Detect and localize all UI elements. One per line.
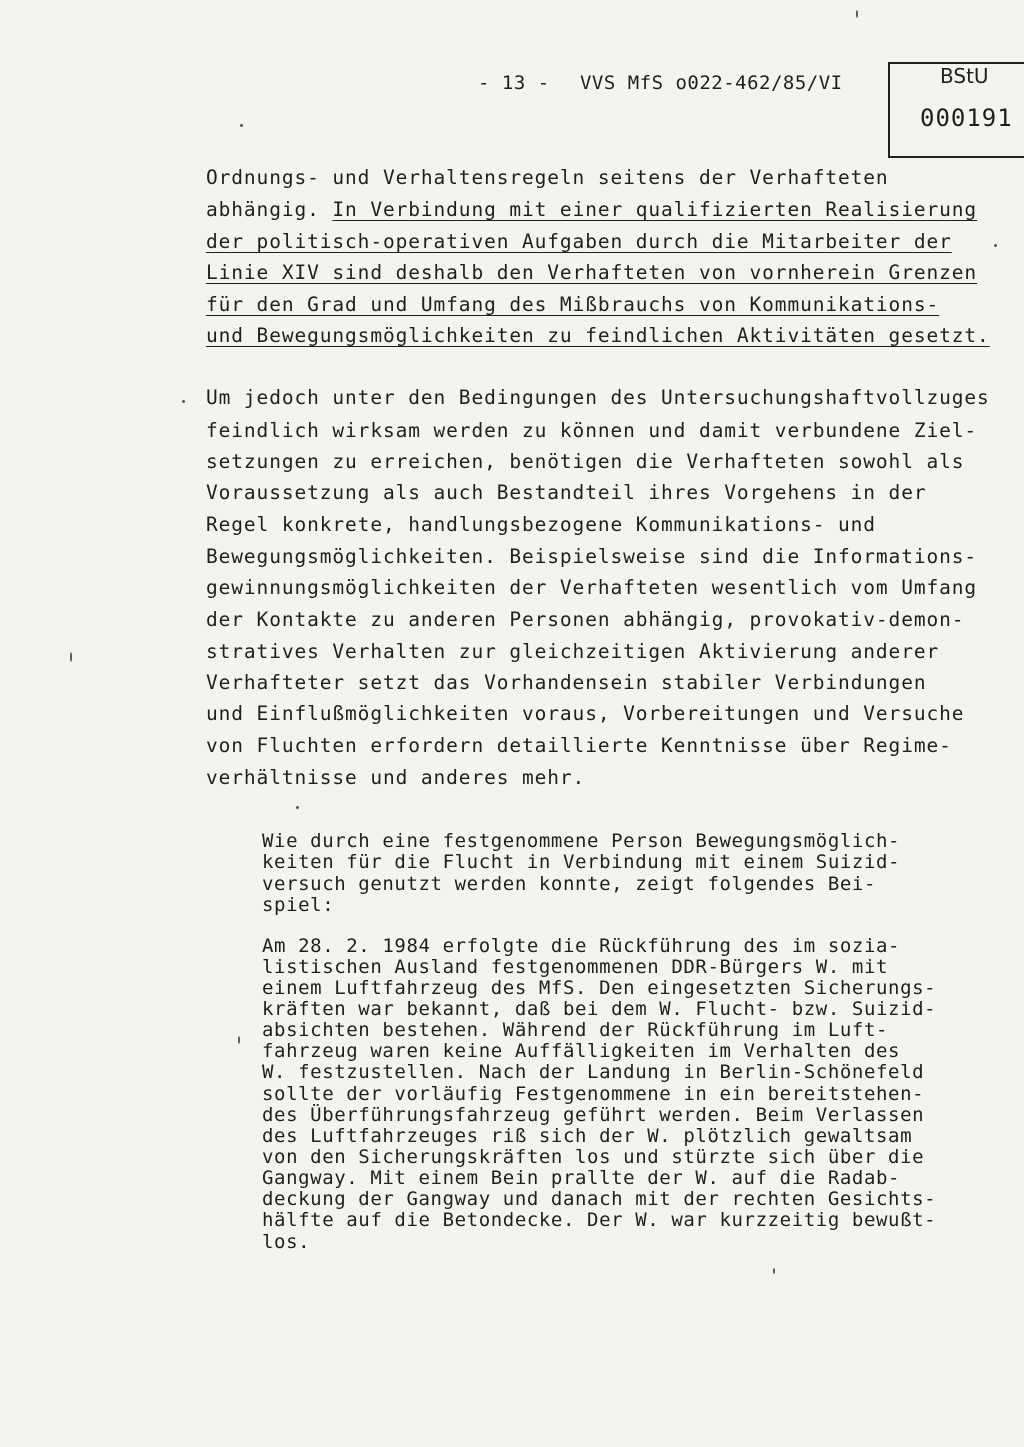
quote-line: deckung der Gangway und danach mit der rechten Gesichts- <box>262 1188 937 1210</box>
scan-speck <box>240 124 243 127</box>
scan-speck <box>238 1036 240 1044</box>
scan-speck <box>296 806 299 809</box>
quote-line: absichten bestehen. Während der Rückführung im Luft- <box>262 1019 889 1041</box>
stamp-org: BStU <box>940 64 989 88</box>
scan-speck <box>856 10 858 18</box>
underlined-text: In Verbindung mit einer qualifizierten Realisierung <box>332 198 978 221</box>
quote-line: des Luftfahrzeuges riß sich der W. plötzlich gewaltsam <box>262 1125 913 1147</box>
paragraph-line: gewinnungsmöglichkeiten der Verhafteten wesentlich vom Umfang <box>206 576 978 599</box>
paragraph-line: von Fluchten erfordern detaillierte Kenntnisse über Regime- <box>206 734 952 757</box>
archive-stamp <box>888 62 1024 158</box>
quote-line: fahrzeug waren keine Auffälligkeiten im Verhalten des <box>262 1040 901 1062</box>
page-number: - 13 - <box>478 72 550 94</box>
scan-speck <box>182 400 185 403</box>
underlined-line: und Bewegungsmöglichkeiten zu feindlichen Aktivitäten gesetzt. <box>206 324 990 347</box>
paragraph-line <box>206 198 977 221</box>
quote-line: keiten für die Flucht in Verbindung mit einem Suizid- <box>262 851 901 873</box>
paragraph-line: setzungen zu erreichen, benötigen die Verhafteten sowohl als <box>206 450 965 473</box>
quote-line: sollte der vorläufig Festgenommene in ein bereitstehen- <box>262 1083 925 1105</box>
quote-line: spiel: <box>262 894 335 916</box>
paragraph-line: Regel konkrete, handlungsbezogene Kommunikations- und <box>206 513 876 536</box>
paragraph-line: Verhafteter setzt das Vorhandensein stabiler Verbindungen <box>206 671 927 694</box>
paragraph-line: stratives Verhalten zur gleichzeitigen Aktivierung anderer <box>206 640 940 663</box>
quote-line: los. <box>262 1231 311 1253</box>
paragraph-line: Bewegungsmöglichkeiten. Beispielsweise sind die Informations- <box>206 545 978 568</box>
document-reference: VVS MfS o022-462/85/VI <box>579 72 843 94</box>
stamp-number: 000191 <box>920 104 1013 132</box>
quote-line: einem Luftfahrzeug des MfS. Den eingesetzten Sicherungs- <box>262 977 937 999</box>
paragraph-line: verhältnisse und anderes mehr. <box>206 766 586 789</box>
paragraph-line: und Einflußmöglichkeiten voraus, Vorbereitungen und Versuche <box>206 702 965 725</box>
quote-line: listischen Ausland festgenommenen DDR-Bürgers W. mit <box>262 956 889 978</box>
quote-line: kräften war bekannt, daß bei dem W. Flucht- bzw. Suizid- <box>262 998 937 1020</box>
quote-line: des Überführungsfahrzeug geführt werden. Beim Verlassen <box>262 1104 925 1126</box>
underlined-line: Linie XIV sind deshalb den Verhafteten von vornherein Grenzen <box>206 261 978 284</box>
scan-speck <box>70 652 72 662</box>
page-header <box>478 72 843 94</box>
underlined-line: für den Grad und Umfang des Mißbrauchs von Kommunikations- <box>206 293 940 316</box>
scan-speck <box>773 1268 775 1274</box>
quote-line: hälfte auf die Betondecke. Der W. war kurzzeitig bewußt- <box>262 1209 937 1231</box>
paragraph-line: Voraussetzung als auch Bestandteil ihres Vorgehens in der <box>206 481 927 504</box>
scan-speck <box>994 244 997 247</box>
paragraph-line: Ordnungs- und Verhaltensregeln seitens der Verhafteten <box>206 166 889 189</box>
quote-line: von den Sicherungskräften los und stürzte sich über die <box>262 1146 925 1168</box>
paragraph-line: der Kontakte zu anderen Personen abhängig, provokativ-demon- <box>206 608 965 631</box>
quote-line: W. festzustellen. Nach der Landung in Berlin-Schönefeld <box>262 1061 925 1083</box>
line-plain-part: abhängig. <box>206 198 333 221</box>
quote-line: versuch genutzt werden konnte, zeigt folgendes Bei- <box>262 873 876 895</box>
quote-line: Am 28. 2. 1984 erfolgte die Rückführung des im sozia- <box>262 935 901 957</box>
underlined-line: der politisch-operativen Aufgaben durch die Mitarbeiter der <box>206 230 952 253</box>
quote-line: Gangway. Mit einem Bein prallte der W. auf die Radab- <box>262 1167 901 1189</box>
paragraph-line: Um jedoch unter den Bedingungen des Untersuchungshaftvollzuges <box>206 386 990 409</box>
quote-line: Wie durch eine festgenommene Person Bewegungsmöglich- <box>262 830 901 852</box>
paragraph-line: feindlich wirksam werden zu können und damit verbundene Ziel- <box>206 419 978 442</box>
